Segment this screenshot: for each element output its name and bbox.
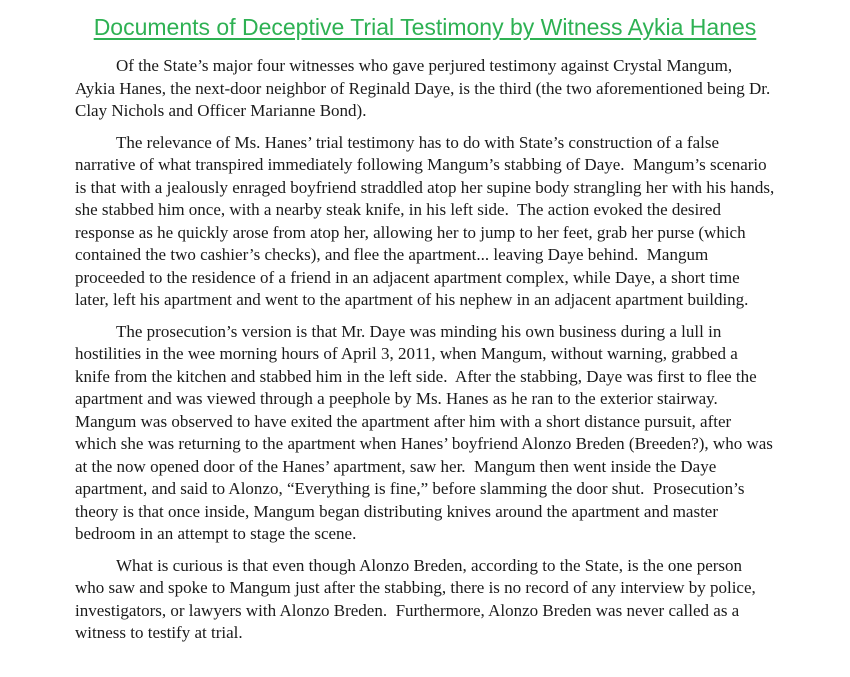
paragraph-2: The relevance of Ms. Hanes’ trial testimony has to do with State’s construction of a false narrative of what transpired immediately following Mangum’s stabbing of Daye. Mangum’s scenario is that with a jealously enraged boyfriend straddled atop her supine body strangling her with his hands, she stabbed him once, with a nearby steak knife, in his left side. The action evoked the desired response as he quickly arose from atop her, allowing her to jump to her feet, grab her purse (which contained the two cashier’s checks), and flee the apartment... leaving Daye behind. Mangum proceeded to the residence of a friend in an adjacent apartment complex, while Daye, a short time later, left his apartment and went to the apartment of his nephew in an adjacent apartment building.	[75, 132, 779, 309]
paragraph-3: The prosecution’s version is that Mr. Daye was minding his own business during a lull in hostilities in the wee morning hours of April 3, 2011, when Mangum, without warning, grabbed a knife from the kitchen and stabbed him in the left side. After the stabbing, Daye was first to flee the apartment and was viewed through a peephole by Ms. Hanes as he ran to the exterior stairway. Mangum was observed to have exited the apartment after him with a short distance pursuit, after which she was returning to the apartment when Hanes’ boyfriend Alonzo Breden (Breeden?), who was at the now opened door of the Hanes’ apartment, saw her. Mangum then went inside the Daye apartment, and said to Alonzo, “Everything is fine,” before slamming the door shut. Prosecution’s theory is that once inside, Mangum began distributing knives around the apartment and master bedroom in an attempt to stage the scene.	[75, 321, 778, 543]
document-body	[75, 55, 779, 645]
paragraph-4: What is curious is that even though Alonzo Breden, according to the State, is the one person who saw and spoke to Mangum just after the stabbing, there is no record of any interview by police, investigators, or lawyers with Alonzo Breden. Furthermore, Alonzo Breden was never called as a witness to testify at trial.	[75, 555, 761, 642]
page-title: Documents of Deceptive Trial Testimony by Witness Aykia Hanes	[93, 14, 757, 40]
paragraph-1: Of the State’s major four witnesses who gave perjured testimony against Crystal Mangum, Aykia Hanes, the next-door neighbor of Reginald Daye, is the third (the two aforementioned being Dr. Clay Nichols and Officer Marianne Bond).	[75, 56, 775, 120]
